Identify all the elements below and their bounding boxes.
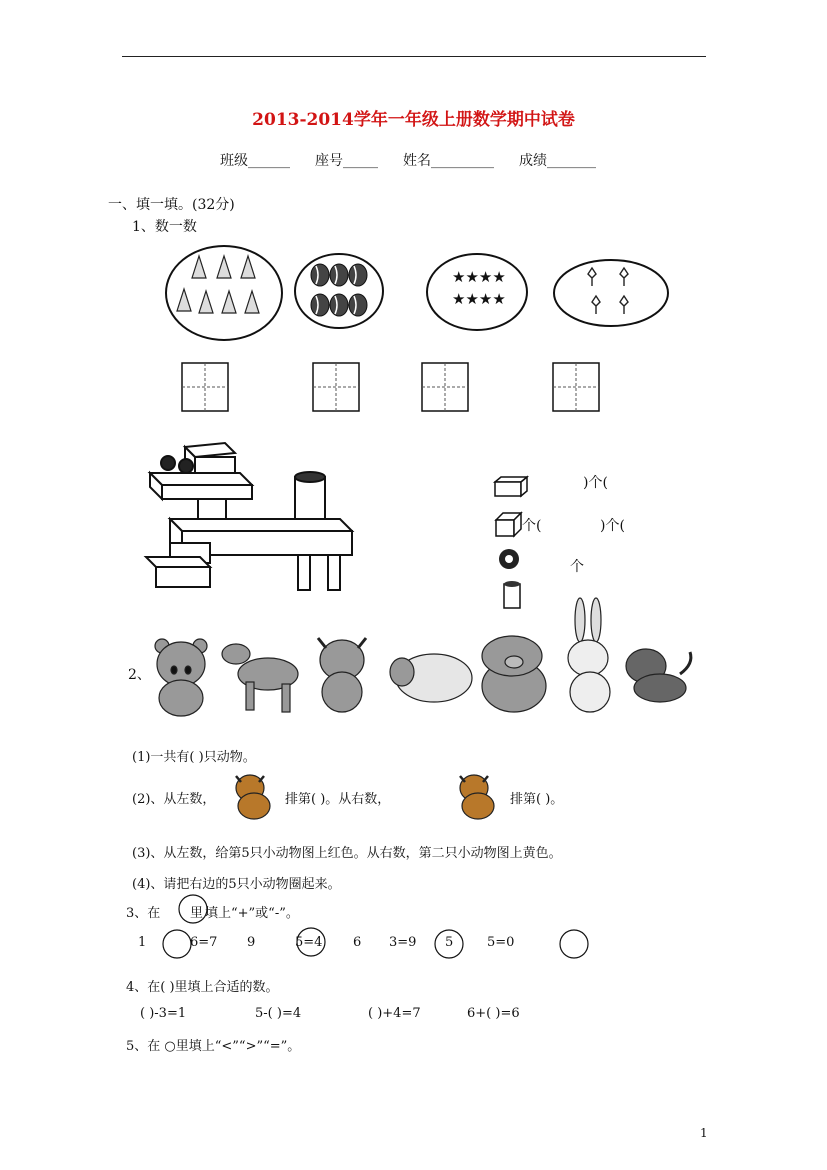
cube-count-b[interactable]: )个( bbox=[600, 518, 625, 534]
star-row: ★★★★ bbox=[452, 268, 506, 286]
cuboid-icon bbox=[493, 476, 529, 498]
star-icon bbox=[452, 266, 506, 310]
dog-icon bbox=[626, 649, 691, 702]
q2-sub3: (3)、从左数，给第5只小动物图上红色。从右数，第二只小动物图上黄色。 bbox=[132, 846, 562, 861]
page-title: 2013-2014学年一年级上册数学期中试卷 bbox=[252, 110, 575, 130]
q4-label: 4、在( )里填上合适的数。 bbox=[126, 980, 279, 995]
cow-icon bbox=[228, 770, 280, 822]
melon-icon bbox=[311, 264, 367, 316]
q3-item: 6=7 bbox=[190, 935, 218, 950]
answer-circle[interactable] bbox=[161, 928, 193, 960]
corn-icon bbox=[177, 256, 259, 313]
q3-item: 5=4 bbox=[295, 935, 323, 950]
block-stack-figure bbox=[140, 435, 360, 600]
q2-label: 2、 bbox=[128, 667, 151, 683]
animal-row bbox=[150, 612, 710, 722]
score-field[interactable]: 成绩_______ bbox=[519, 153, 596, 169]
q4-item[interactable]: 5-( )=4 bbox=[255, 1006, 302, 1021]
q4-item[interactable]: ( )+4=7 bbox=[368, 1006, 421, 1021]
answer-box-3[interactable] bbox=[421, 362, 469, 412]
q3-item: 5=0 bbox=[487, 935, 515, 950]
q2-sub4: (4)、请把右边的5只小动物圈起来。 bbox=[132, 877, 341, 892]
corn-oval bbox=[164, 244, 284, 342]
rabbit-icon bbox=[568, 598, 610, 712]
q2-sub2-b: 排第( )。从右数， bbox=[285, 792, 391, 807]
q5-label: 5、在 ○里填上“<”“>”“=”。 bbox=[126, 1039, 301, 1054]
q3-item: 1 bbox=[138, 935, 147, 950]
q2-sub2-c: 排第( )。 bbox=[510, 792, 564, 807]
q3-item: 3=9 bbox=[389, 935, 417, 950]
section-heading: 一、填一填。(32分) bbox=[108, 197, 235, 213]
cylinder-icon bbox=[502, 580, 522, 610]
answer-box-2[interactable] bbox=[312, 362, 360, 412]
seat-field[interactable]: 座号_____ bbox=[315, 153, 378, 169]
answer-circle[interactable] bbox=[558, 928, 590, 960]
q1-label: 1、数一数 bbox=[132, 219, 197, 235]
q3-item: 9 bbox=[247, 935, 256, 950]
q3-circle-char: 里 bbox=[190, 906, 204, 921]
q3-label-b: 填上“+”或“-”。 bbox=[205, 906, 299, 921]
cube-count-a[interactable]: 个( bbox=[522, 518, 542, 534]
q2-sub1: (1)一共有( )只动物。 bbox=[132, 750, 256, 765]
star-row: ★★★★ bbox=[452, 290, 506, 308]
sheep-icon bbox=[390, 654, 472, 702]
header-rule bbox=[122, 56, 706, 57]
cube-icon bbox=[494, 512, 524, 538]
name-field[interactable]: 姓名_________ bbox=[403, 153, 494, 169]
q2-sub2-a: (2)、从左数， bbox=[132, 792, 216, 807]
pig-icon bbox=[482, 636, 546, 712]
ball-count[interactable]: 个 bbox=[570, 559, 584, 575]
q3-label-a: 3、在 bbox=[126, 906, 161, 921]
page-number: 1 bbox=[700, 1126, 708, 1140]
q4-item[interactable]: ( )-3=1 bbox=[140, 1006, 187, 1021]
melon-oval bbox=[294, 253, 384, 329]
class-field[interactable]: 班级______ bbox=[220, 153, 290, 169]
ball-icon bbox=[498, 548, 520, 570]
q4-item[interactable]: 6+( )=6 bbox=[467, 1006, 520, 1021]
q3-item: 5 bbox=[445, 935, 454, 950]
cow-icon bbox=[452, 770, 504, 822]
cuboid-count[interactable]: )个( bbox=[583, 475, 608, 491]
horse-icon bbox=[222, 644, 298, 712]
bear-icon bbox=[155, 639, 207, 716]
cow-icon bbox=[318, 638, 366, 712]
flower-oval bbox=[552, 258, 670, 328]
flower-icon bbox=[588, 268, 628, 314]
answer-box-4[interactable] bbox=[552, 362, 600, 412]
q3-item: 6 bbox=[353, 935, 362, 950]
answer-box-1[interactable] bbox=[181, 362, 229, 412]
